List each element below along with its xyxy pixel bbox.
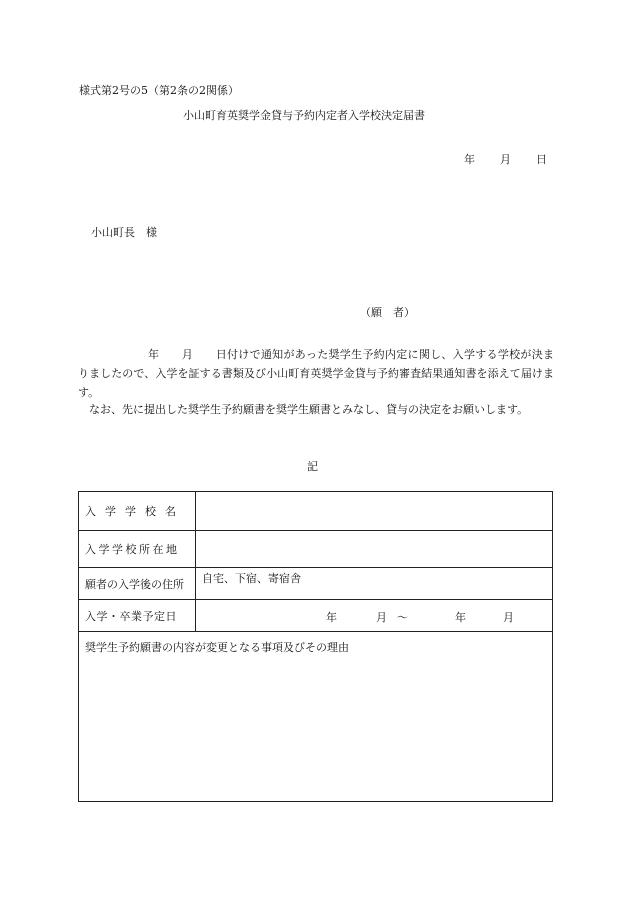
document-title: 小山町育英奨学金貸与予約内定者入学校決定届書 — [183, 109, 425, 122]
period-tilde: 〜 — [397, 611, 408, 624]
table-row-school-address — [79, 531, 552, 568]
reason-label: 奨学生予約願書の内容が変更となる事項及びその理由 — [85, 641, 349, 654]
applicant-label: （願 者） — [360, 306, 415, 319]
body-paragraph-1: 年 月 日付けで通知があった奨学生予約内定に関し、入学する学校が決まりましたので、入学を証する書類及び小山町育英奨学金貸与予約審査結果通知書を添えて届けます。 — [78, 348, 554, 399]
school-address-label: 入学学校所在地 — [79, 531, 196, 567]
residence-label: 願者の入学後の住所 — [79, 568, 196, 599]
period-year-end: 年 — [455, 611, 466, 624]
table-row-period — [79, 600, 552, 632]
school-name-label: 入学学校名 — [79, 492, 196, 530]
period-label: 入学・卒業予定日 — [79, 600, 196, 631]
residence-value: 自宅、下宿、寄宿舎 — [202, 572, 301, 585]
form-table — [78, 491, 553, 802]
period-month-start: 月 — [376, 611, 387, 624]
table-row-school-name — [79, 492, 552, 531]
date-day: 日 — [536, 153, 547, 166]
form-number: 様式第2号の5（第2条の2関係） — [79, 84, 239, 97]
period-year-start: 年 — [326, 611, 337, 624]
date-year: 年 — [464, 153, 475, 166]
date-line — [464, 151, 547, 167]
date-month: 月 — [500, 153, 511, 166]
period-month-end: 月 — [503, 611, 514, 624]
addressee: 小山町長 様 — [91, 226, 157, 239]
body-paragraph-2: なお、先に提出した奨学生予約願書を奨学生願書とみなし、貸与の決定をお願いします。 — [89, 403, 529, 416]
table-row-residence — [79, 568, 552, 600]
ki-heading: 記 — [307, 460, 318, 473]
